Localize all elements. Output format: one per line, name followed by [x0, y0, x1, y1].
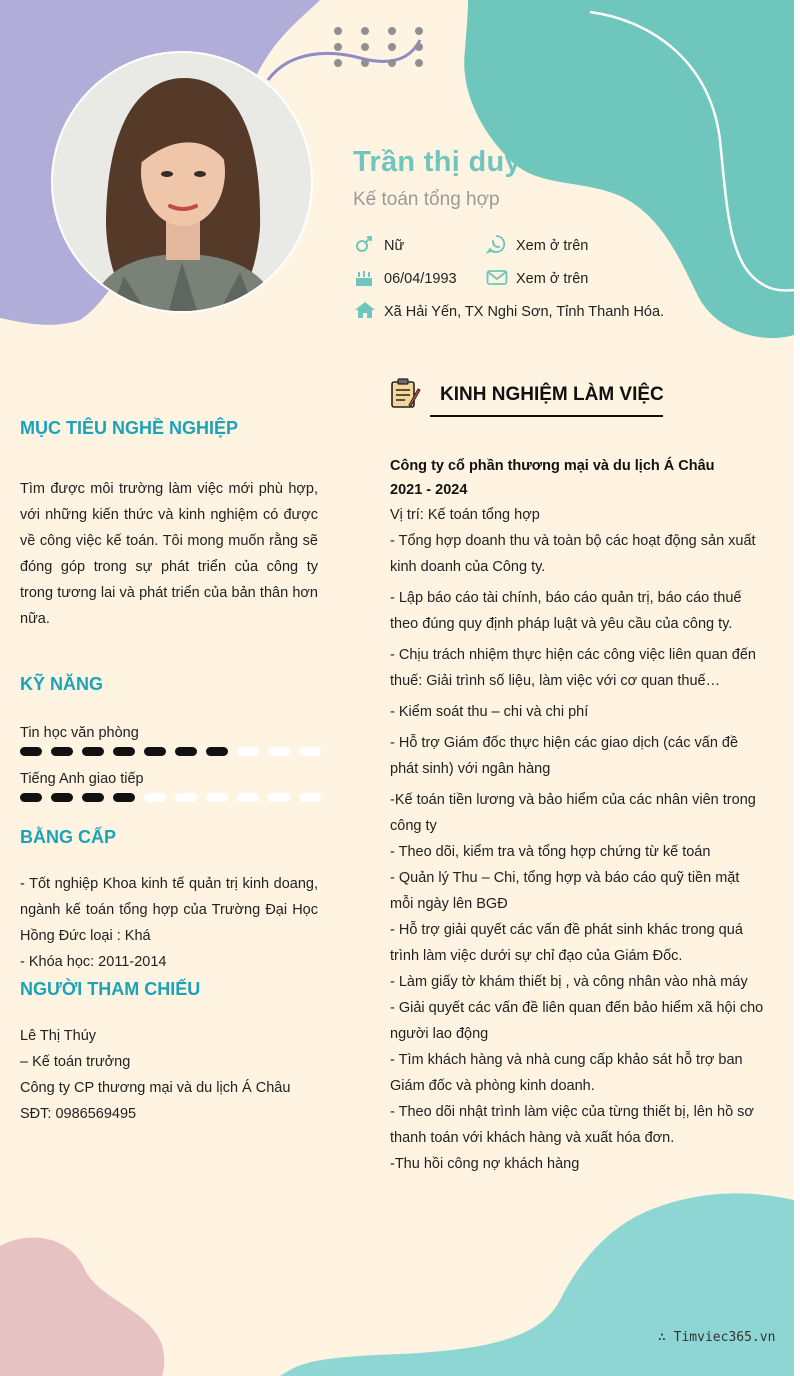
skill-dot-filled [51, 747, 73, 756]
education-degree: - Tốt nghiệp Khoa kinh tế quản trị kinh doang, ngành kế toán tổng hợp của Trường Đại Học Hồng Đức loại : Khá [20, 876, 318, 944]
skill-dot-empty [237, 793, 259, 802]
work-experience-icon [389, 377, 421, 409]
job-role: Vị trí: Kế toán tổng hợp [390, 507, 540, 523]
duty-item: - Chịu trách nhiệm thực hiện các công việc liên quan đến thuế: Giải trình số liệu, làm việc với cơ quan thuế… [390, 647, 756, 689]
duty-item: - Theo dõi, kiểm tra và tổng hợp chứng từ kế toán [390, 844, 711, 860]
skill-dot-empty [144, 793, 166, 802]
education-course: - Khóa học: 2011-2014 [20, 954, 167, 970]
duty-item: - Giải quyết các vấn đề liên quan đến bảo hiểm xã hội cho người lao động [390, 1000, 764, 1042]
education-title: BẰNG CẤP [20, 827, 117, 847]
reference-name: Lê Thị Thúy [20, 1028, 97, 1044]
reference-phone: SĐT: 0986569495 [20, 1106, 137, 1122]
candidate-name: Trần thị duyên [353, 146, 556, 178]
email-icon [486, 269, 508, 287]
skill-dot-empty [206, 793, 228, 802]
skill-label: Tin học văn phòng [20, 725, 139, 741]
skill-rating [20, 793, 321, 802]
gender-icon [354, 235, 374, 255]
skill-dot-empty [268, 793, 290, 802]
skill-dot-filled [20, 793, 42, 802]
candidate-position: Kế toán tổng hợp [353, 189, 500, 210]
duty-item: - Hỗ trợ Giám đốc thực hiện các giao dịch (các vấn đề phát sinh) với ngân hàng [390, 735, 739, 777]
duty-item: - Quản lý Thu – Chi, tổng hợp và báo cáo quỹ tiền mặt mỗi ngày lên BGĐ [390, 870, 740, 912]
education-text [20, 871, 318, 975]
phone-value: Xem ở trên [516, 238, 589, 254]
duty-item: - Kiểm soát thu – chi và chi phí [390, 704, 589, 720]
skill-dot-filled [113, 793, 135, 802]
skill-dot-filled [82, 747, 104, 756]
reference-title: NGƯỜI THAM CHIẾU [20, 979, 201, 999]
experience-title-underline [430, 415, 663, 417]
duty-item: -Kế toán tiền lương và bảo hiểm của các nhân viên trong công ty [390, 792, 756, 834]
reference-company: Công ty CP thương mại và du lịch Á Châu [20, 1080, 291, 1096]
duty-item: - Tổng hợp doanh thu và toàn bộ các hoạt động sản xuất kinh doanh của Công ty. [390, 533, 756, 575]
skill-dot-empty [299, 793, 321, 802]
skill-dot-filled [82, 793, 104, 802]
duty-item: - Lập báo cáo tài chính, báo cáo quản trị, báo cáo thuế theo đúng quy định pháp luật và yêu cầu của công ty. [390, 590, 742, 632]
objective-text: Tìm được môi trường làm việc mới phù hợp, với những kiến thức và kinh nghiệm có được về công việc kế toán. Tôi mong muốn rằng sẽ đóng góp trong sự phát triển của công ty trong tương lai và phát triển của bản thân hơn nữa. [20, 481, 318, 627]
experience-section [390, 454, 766, 1177]
skill-label: Tiếng Anh giao tiếp [20, 771, 144, 787]
experience-title: KINH NGHIỆM LÀM VIỆC [440, 384, 664, 405]
dot-grid [330, 24, 430, 74]
skill-dot-filled [175, 747, 197, 756]
duty-item: -Thu hồi công nợ khách hàng [390, 1156, 580, 1172]
skill-dot-empty [175, 793, 197, 802]
duty-item: - Hỗ trợ giải quyết các vấn đề phát sinh khác trong quá trình làm việc dưới sự chỉ đạo của Giám Đốc. [390, 922, 743, 964]
skill-dot-empty [268, 747, 290, 756]
skill-dot-empty [299, 747, 321, 756]
duty-item: - Làm giấy tờ khám thiết bị , và công nhân vào nhà máy [390, 974, 748, 990]
gender-value: Nữ [384, 238, 405, 254]
skill-dot-empty [237, 747, 259, 756]
footer-brand: ∴ Timviec365.vn [658, 1330, 776, 1345]
skill-dot-filled [20, 747, 42, 756]
reference-role: – Kế toán trưởng [20, 1054, 131, 1070]
teal-wave-bottom [280, 1190, 794, 1376]
duty-item: - Theo dõi nhật trình làm việc của từng thiết bị, lên hồ sơ thanh toán với khách hàng và xuất hóa đơn. [390, 1104, 754, 1146]
birthday-value: 06/04/1993 [384, 271, 457, 287]
skill-rating [20, 747, 321, 756]
skill-dot-filled [144, 747, 166, 756]
phone-icon [486, 234, 506, 254]
work-period: 2021 - 2024 [390, 482, 468, 498]
skills-title: KỸ NĂNG [20, 674, 104, 694]
address-value: Xã Hải Yến, TX Nghi Sơn, Tỉnh Thanh Hóa. [384, 304, 665, 320]
duty-item: - Tìm khách hàng và nhà cung cấp khảo sát hỗ trợ ban Giám đốc và phòng kinh doanh. [390, 1052, 743, 1094]
avatar [50, 50, 314, 314]
birthday-cake-icon [354, 268, 374, 288]
home-icon [354, 301, 376, 319]
pink-blob [0, 1230, 170, 1376]
reference-details [20, 1023, 290, 1127]
skill-dot-filled [206, 747, 228, 756]
skill-dot-filled [51, 793, 73, 802]
company-name: Công ty cổ phần thương mại và du lịch Á Châu [390, 458, 715, 474]
skill-dot-filled [113, 747, 135, 756]
email-value: Xem ở trên [516, 271, 589, 287]
objective-title: MỤC TIÊU NGHỀ NGHIỆP [20, 418, 239, 438]
